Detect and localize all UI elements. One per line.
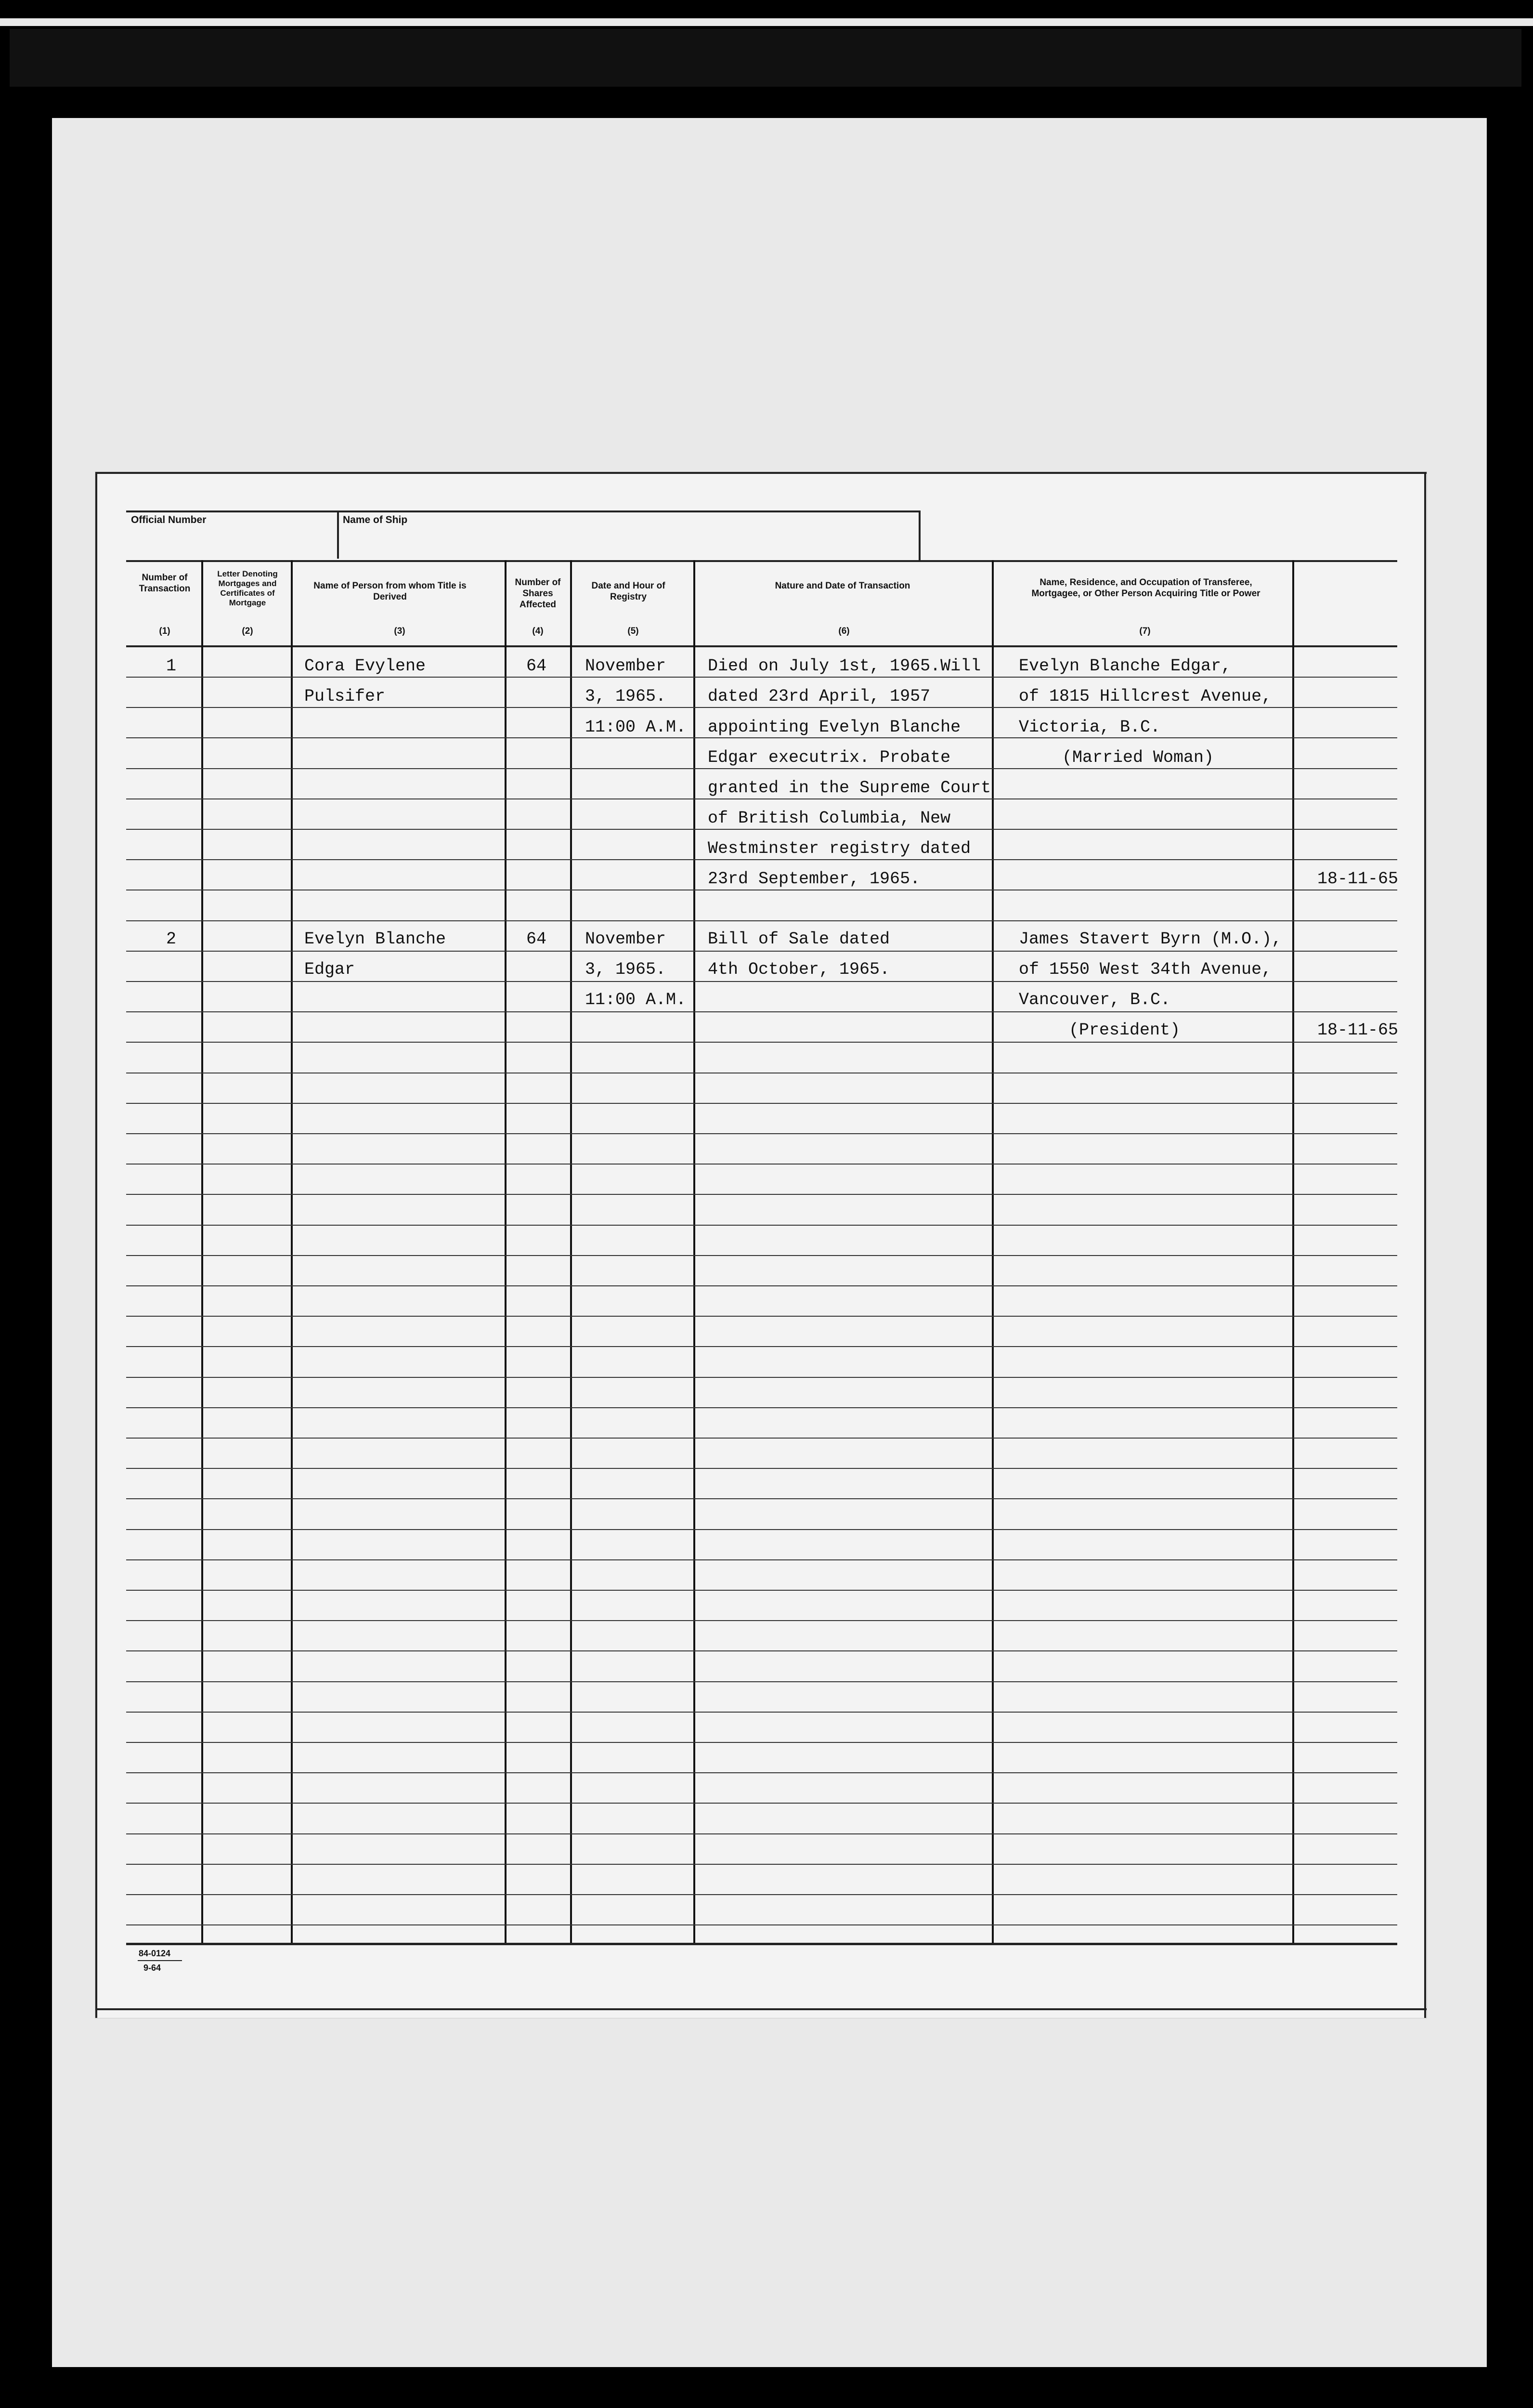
entry-2-transferee-line4: (President): [1069, 1021, 1181, 1040]
entry-1-nature-line3: appointing Evelyn Blanche: [708, 718, 961, 737]
col-header-7: Name, Residence, and Occupation of Transferee, Mortgagee, or Other Person Acquiring Title or Power: [1031, 577, 1260, 599]
col-header-4: Number of Shares Affected: [515, 577, 561, 610]
name-of-ship-label: Name of Ship: [343, 514, 408, 525]
ruled-line: [126, 1590, 1397, 1591]
entry-2-from-line1: Evelyn Blanche: [304, 929, 446, 949]
entry-1-nature-line8: 23rd September, 1965.: [708, 869, 921, 889]
form-code: 84-0124: [139, 1949, 171, 1958]
entry-1-nature-line7: Westminster registry dated: [708, 839, 971, 858]
col-num-3: (3): [394, 626, 405, 636]
col-header-5: Date and Hour of Registry: [591, 581, 665, 602]
ship-box-divider: [337, 510, 339, 559]
entry-1-nature-line2: dated 23rd April, 1957: [708, 687, 931, 706]
entry-1-registry-line2: 3, 1965.: [585, 687, 666, 706]
col-header-2: Letter Denoting Mortgages and Certificates of Mortgage: [217, 569, 278, 607]
entry-1-transferee-line1: Evelyn Blanche Edgar,: [1019, 656, 1232, 676]
film-edge-line: [0, 18, 1533, 26]
ruled-line: [126, 737, 1397, 738]
entry-2-transferee-line3: Vancouver, B.C.: [1019, 990, 1171, 1009]
ruled-line: [126, 768, 1397, 769]
table-bottom-rule: [126, 1943, 1397, 1945]
ruled-line: [126, 798, 1397, 799]
form-code-divider: [138, 1960, 182, 1961]
col-num-2: (2): [242, 626, 253, 636]
col-num-4: (4): [532, 626, 544, 636]
ruled-line: [126, 1864, 1397, 1865]
col-header-3: Name of Person from whom Title is Derived: [313, 581, 467, 602]
ruled-line: [126, 829, 1397, 830]
col-num-7: (7): [1139, 626, 1151, 636]
entry-2-shares: 64: [526, 929, 547, 949]
ruled-line: [126, 1620, 1397, 1621]
official-number-label: Official Number: [131, 514, 207, 525]
entry-2-nature-line1: Bill of Sale dated: [708, 929, 890, 949]
ruled-line: [126, 1316, 1397, 1317]
form-bottom-border: [95, 2008, 1427, 2010]
entry-1-nature-line5: granted in the Supreme Court: [708, 778, 991, 798]
ruled-line: [126, 1194, 1397, 1195]
ruled-line: [126, 1225, 1397, 1226]
entry-1-from-line2: Pulsifer: [304, 687, 386, 706]
entry-2-number: 2: [166, 929, 177, 949]
ruled-line: [126, 920, 1397, 921]
ruled-line: [126, 1650, 1397, 1651]
entry-1-nature-line4: Edgar executrix. Probate: [708, 748, 951, 767]
ruled-line: [126, 1164, 1397, 1165]
ruled-line: [126, 1559, 1397, 1560]
entry-2-transferee-line2: of 1550 West 34th Avenue,: [1019, 960, 1272, 979]
form-right-border: [1424, 472, 1426, 2018]
ruled-line: [126, 1894, 1397, 1895]
col-header-1: Number of Transaction: [139, 573, 191, 594]
entry-1-transferee-line2: of 1815 Hillcrest Avenue,: [1019, 687, 1272, 706]
header-top-rule: [126, 560, 1397, 562]
ruled-line: [126, 1681, 1397, 1682]
entry-1-shares: 64: [526, 656, 547, 676]
entry-1-nature-line6: of British Columbia, New: [708, 809, 951, 828]
ruled-line: [126, 1742, 1397, 1743]
header-bottom-rule: [126, 645, 1397, 647]
ruled-line: [126, 677, 1397, 678]
col-num-1: (1): [159, 626, 170, 636]
ruled-line: [126, 1133, 1397, 1134]
ruled-line: [126, 1803, 1397, 1804]
entry-2-registry-line1: November: [585, 929, 666, 949]
ruled-line: [126, 951, 1397, 952]
entry-1-registry-line3: 11:00 A.M.: [585, 718, 687, 737]
entry-1-last-col: 18-11-65: [1317, 869, 1399, 889]
ruled-line: [126, 1103, 1397, 1104]
entry-1-nature-line1: Died on July 1st, 1965.Will: [708, 656, 981, 676]
film-edge-strip: [10, 29, 1521, 87]
ruled-line: [126, 1498, 1397, 1499]
ruled-line: [126, 1042, 1397, 1043]
ruled-line: [126, 1377, 1397, 1378]
form-date: 9-64: [143, 1963, 161, 1973]
entry-2-registry-line3: 11:00 A.M.: [585, 990, 687, 1009]
entry-1-registry-line1: November: [585, 656, 666, 676]
ship-box-top: [126, 510, 921, 512]
ship-box-right: [919, 510, 921, 561]
ruled-line: [126, 1346, 1397, 1347]
ruled-line: [126, 1438, 1397, 1439]
ruled-line: [126, 1468, 1397, 1469]
ruled-line: [126, 1285, 1397, 1286]
ruled-line: [126, 981, 1397, 982]
ruled-line: [126, 1407, 1397, 1408]
entry-2-from-line2: Edgar: [304, 960, 355, 979]
ruled-line: [126, 1255, 1397, 1256]
entry-1-number: 1: [166, 656, 177, 676]
ruled-line: [126, 1011, 1397, 1012]
entry-2-last-col: 18-11-65: [1317, 1021, 1399, 1040]
ruled-line: [126, 859, 1397, 860]
ruled-line: [126, 1924, 1397, 1925]
col-header-6: Nature and Date of Transaction: [775, 581, 910, 591]
ruled-line: [126, 707, 1397, 708]
ruled-line: [126, 1712, 1397, 1713]
entry-2-transferee-line1: James Stavert Byrn (M.O.),: [1019, 929, 1282, 949]
form-top-border: [95, 472, 1427, 474]
ruled-line: [126, 1833, 1397, 1834]
col-num-6: (6): [838, 626, 850, 636]
entry-1-from-line1: Cora Evylene: [304, 656, 426, 676]
entry-1-transferee-line4: (Married Woman): [1062, 748, 1214, 767]
ruled-line: [126, 1529, 1397, 1530]
form-left-border: [95, 472, 97, 2018]
ruled-line: [126, 1772, 1397, 1773]
entry-2-nature-line2: 4th October, 1965.: [708, 960, 890, 979]
entry-2-registry-line2: 3, 1965.: [585, 960, 666, 979]
col-num-5: (5): [627, 626, 639, 636]
entry-1-transferee-line3: Victoria, B.C.: [1019, 718, 1161, 737]
